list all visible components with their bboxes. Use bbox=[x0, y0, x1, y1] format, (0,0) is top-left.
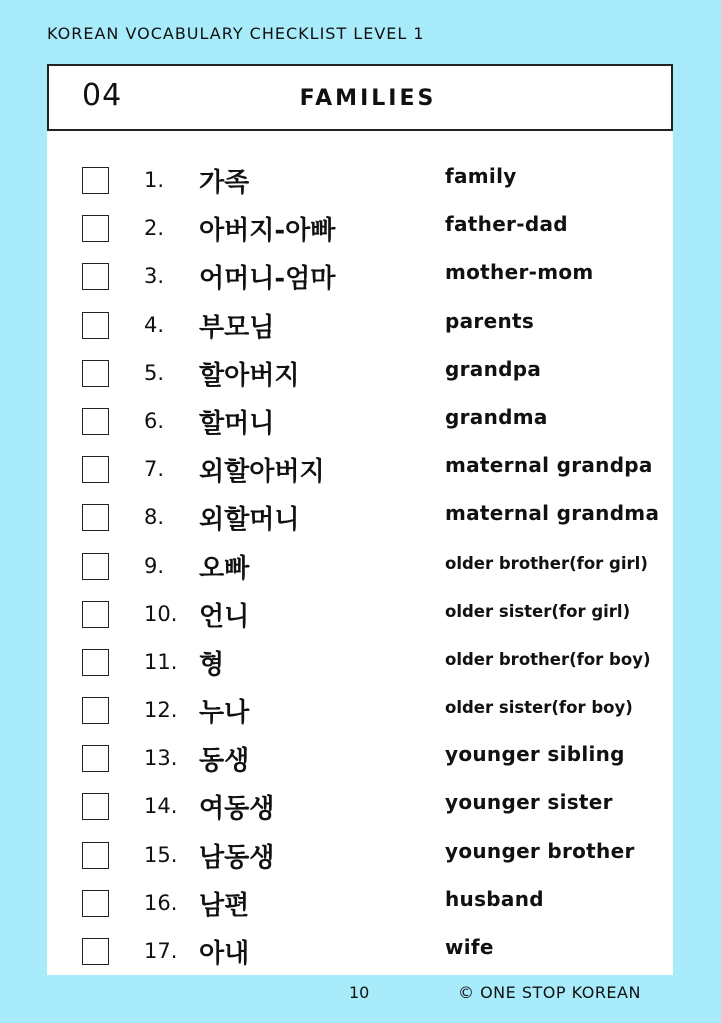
item-number: 16. bbox=[144, 890, 178, 915]
list-item bbox=[47, 307, 673, 355]
item-number: 10. bbox=[144, 601, 178, 626]
section-header bbox=[47, 64, 673, 131]
list-item bbox=[47, 692, 673, 740]
list-item bbox=[47, 355, 673, 403]
list-item bbox=[47, 403, 673, 451]
checkbox[interactable] bbox=[82, 215, 109, 242]
checkbox[interactable] bbox=[82, 697, 109, 724]
item-number: 5. bbox=[144, 360, 165, 385]
checkbox[interactable] bbox=[82, 360, 109, 387]
korean-word: 외할아버지 bbox=[199, 457, 325, 488]
item-number: 1. bbox=[144, 168, 165, 192]
page-number: 10 bbox=[349, 983, 370, 1002]
checkbox[interactable] bbox=[82, 553, 109, 580]
document-title: KOREAN VOCABULARY CHECKLIST LEVEL 1 bbox=[47, 24, 425, 43]
list-item bbox=[47, 740, 673, 788]
korean-word: 부모님 bbox=[199, 312, 275, 343]
korean-word: 형 bbox=[199, 649, 225, 680]
checkbox[interactable] bbox=[82, 938, 109, 965]
item-number: 14. bbox=[144, 794, 178, 819]
korean-word: 할아버지 bbox=[199, 360, 300, 391]
list-item bbox=[47, 837, 673, 885]
item-number: 6. bbox=[144, 408, 165, 433]
korean-word: 어머니-엄마 bbox=[199, 264, 336, 295]
korean-word: 외할머니 bbox=[199, 505, 300, 536]
checkbox[interactable] bbox=[82, 408, 109, 435]
korean-word: 아버지-아빠 bbox=[199, 216, 336, 247]
english-meaning: older brother(for boy) bbox=[445, 649, 651, 669]
english-meaning: parents bbox=[445, 308, 535, 333]
checkbox[interactable] bbox=[82, 601, 109, 628]
english-meaning: older sister(for boy) bbox=[445, 698, 633, 718]
english-meaning: older brother(for girl) bbox=[445, 553, 648, 573]
english-meaning: husband bbox=[445, 886, 544, 911]
korean-word: 가족 bbox=[199, 168, 250, 198]
checkbox[interactable] bbox=[82, 890, 109, 917]
list-item bbox=[47, 596, 673, 644]
checkbox[interactable] bbox=[82, 312, 109, 339]
list-item bbox=[47, 788, 673, 836]
checkbox[interactable] bbox=[82, 504, 109, 531]
english-meaning: mother-mom bbox=[445, 260, 594, 285]
english-meaning: younger brother bbox=[445, 838, 635, 863]
korean-word: 동생 bbox=[199, 746, 250, 777]
item-number: 2. bbox=[144, 216, 165, 241]
list-item bbox=[47, 933, 673, 981]
list-item bbox=[47, 499, 673, 547]
korean-word: 언니 bbox=[199, 601, 250, 632]
list-item bbox=[47, 162, 673, 210]
item-number: 3. bbox=[144, 264, 165, 289]
section-title: FAMILIES bbox=[299, 86, 437, 111]
korean-word: 아내 bbox=[199, 939, 250, 969]
copyright-text: © ONE STOP KOREAN bbox=[458, 983, 641, 1002]
checkbox[interactable] bbox=[82, 842, 109, 869]
item-number: 9. bbox=[144, 553, 165, 578]
english-meaning: maternal grandpa bbox=[445, 453, 653, 478]
checklist-card bbox=[47, 64, 673, 975]
vocabulary-list bbox=[47, 162, 673, 981]
korean-word: 오빠 bbox=[199, 553, 250, 584]
list-item bbox=[47, 258, 673, 306]
checkbox[interactable] bbox=[82, 263, 109, 290]
list-item bbox=[47, 210, 673, 258]
item-number: 7. bbox=[144, 457, 165, 482]
korean-word: 남동생 bbox=[199, 842, 275, 873]
list-item bbox=[47, 451, 673, 499]
list-item bbox=[47, 644, 673, 692]
item-number: 15. bbox=[144, 842, 178, 867]
checkbox[interactable] bbox=[82, 745, 109, 772]
korean-word: 누나 bbox=[199, 698, 250, 729]
section-number: 04 bbox=[82, 78, 123, 113]
english-meaning: younger sister bbox=[445, 790, 613, 815]
item-number: 17. bbox=[144, 939, 178, 963]
english-meaning: younger sibling bbox=[445, 742, 625, 767]
english-meaning: family bbox=[445, 164, 517, 188]
checkbox[interactable] bbox=[82, 456, 109, 483]
korean-word: 할머니 bbox=[199, 408, 275, 439]
item-number: 12. bbox=[144, 698, 178, 723]
english-meaning: grandma bbox=[445, 404, 548, 429]
korean-word: 남편 bbox=[199, 890, 250, 921]
checkbox[interactable] bbox=[82, 649, 109, 676]
checkbox[interactable] bbox=[82, 793, 109, 820]
item-number: 4. bbox=[144, 312, 165, 337]
english-meaning: maternal grandma bbox=[445, 501, 660, 526]
item-number: 11. bbox=[144, 649, 178, 674]
list-item bbox=[47, 885, 673, 933]
item-number: 8. bbox=[144, 505, 165, 530]
korean-word: 여동생 bbox=[199, 794, 275, 825]
english-meaning: grandpa bbox=[445, 356, 542, 381]
english-meaning: wife bbox=[445, 935, 494, 959]
english-meaning: older sister(for girl) bbox=[445, 601, 631, 621]
item-number: 13. bbox=[144, 746, 178, 771]
english-meaning: father-dad bbox=[445, 212, 568, 237]
checkbox[interactable] bbox=[82, 167, 109, 194]
list-item bbox=[47, 548, 673, 596]
